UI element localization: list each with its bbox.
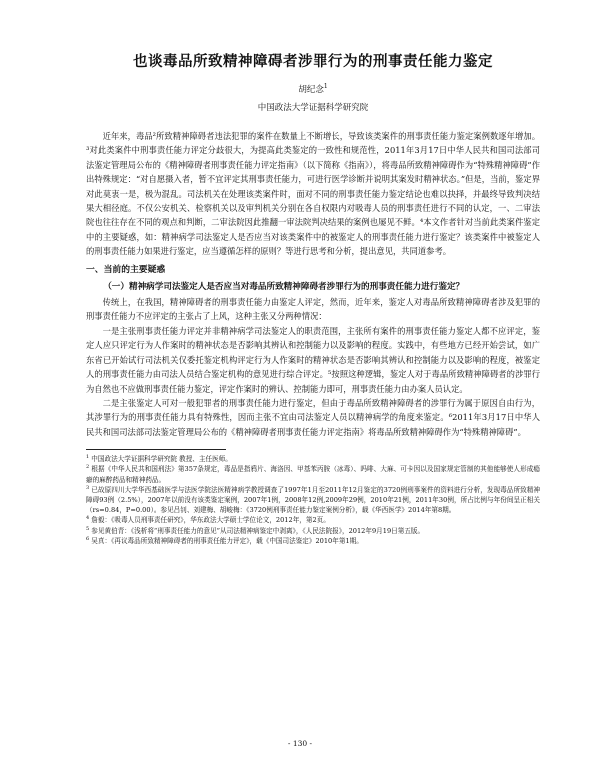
- footnote-text: 参见黄伯青：《浅析将“刑事责任能力的意见”从司法精神病鉴定中剥离》，《人民法院报》，2012年9月19日第五版。: [91, 526, 425, 535]
- footnote-text: 根据《中华人民共和国刑法》第357条规定，毒品是指鸦片、海洛因、甲基苯丙胺（冰毒）、吗啡、大麻、可卡因以及国家规定管制的其他能够使人形成瘾癖的麻醉药品和精神药品。: [86, 465, 540, 484]
- footnote: [86, 526, 540, 536]
- author-line: [86, 83, 540, 95]
- footnote-mark: 1: [86, 453, 90, 460]
- footnote-text: 吴真：《再议毒品所致精神障碍者的刑事责任能力评定》，载《中国司法鉴定》2010年第1期。: [91, 536, 363, 545]
- author-name: 胡纪念: [298, 85, 324, 95]
- paragraph-intro: 近年来，毒品²所致精神障碍者违法犯罪的案件在数量上不断增长，导致该类案件的刑事责任能力鉴定案例数逐年增加。³对此类案件中刑事责任能力评定分歧很大，为提高此类鉴定的一致性和规范性，2011年3月17日中华人民共和国司法部司法鉴定管理局公布的《精神障碍者刑事责任能力评定指南》（以下简称《指南》），将毒品所致精神障碍作为“特殊精神障碍”作出特殊规定：“对自愿摄入者，暂不宜评定其刑事责任能力，可进行医学诊断并说明其案发时精神状态。”但是，当前，鉴定界对此莫衷一是，极为混乱。司法机关在处理该类案件时，面对不同的刑事责任能力鉴定结论也难以抉择，并最终导致判决结果大相径庭。不仅公安机关、检察机关以及审判机关分别在各自权限内对吸毒人员的刑事责任进行不同的认定，一、二审法院也往往存在不同的观点和判断，二审法院因此推翻一审法院判决结果的案例也屡见不鲜。⁴本文作者针对当前此类案件鉴定中的主要疑惑，如：精神病学司法鉴定人是否应当对该类案件中的被鉴定人的刑事责任能力进行鉴定？该类案件中被鉴定人的刑事责任能力如果进行鉴定，应当遵循怎样的原则？等进行思考和分析，提出意见，共同道参考。: [86, 131, 540, 257]
- section-heading-1: 一、当前的主要疑惑: [86, 264, 166, 275]
- footnote-text: 中国政法大学证据科学研究院 教授、主任医师。: [91, 455, 232, 464]
- footnote-text: 詹毅：《吸毒人员刑事责任研究》，华东政法大学硕士学位论文，2012年，第2页。: [91, 516, 330, 525]
- footnote-mark: 3: [86, 484, 90, 491]
- paragraph-view-two: 二是主张鉴定人可对一般犯罪者的刑事责任能力进行鉴定，但由于毒品所致精神障碍者的涉罪行为属于原因自由行为，其涉罪行为的刑事责任能力具有特殊性，因而主张不宜由司法鉴定人员以精神病学的角度来鉴定。⁶2011年3月17日中华人民共和国司法部司法鉴定管理局公布的《精神障碍者刑事责任能力评定指南》将毒品所致精神障碍作为“特殊精神障碍”。: [86, 397, 540, 437]
- footnote-mark: 6: [86, 535, 90, 542]
- affiliation: 中国政法大学证据科学研究院: [257, 103, 369, 113]
- page-number: - 130 -: [287, 739, 313, 748]
- footnote: [86, 515, 540, 525]
- footnote: [86, 454, 540, 464]
- footnote-mark: 2: [86, 464, 90, 471]
- paper-title: 也谈毒品所致精神障碍者涉罪行为的刑事责任能力鉴定: [133, 53, 493, 70]
- footnote-text: 已故原四川大学华西基础医学与法医学院法医精神病学教授调查了1997年1月至2011年12月鉴定的3720例刑事案件的资料进行分析，发现毒品所致精神障碍93例（2.5%），2007年以前没有该类鉴定案例，2007年1例，2008年12例,2009年29例，2010年21例，2011年30例，所占比例与年份间呈正相关（rs=0.84，P=0.00）。参见吕钊、刘建梅、胡峻梅：《3720例刑事责任能力鉴定案例分析》，载《华西医学》2014年第8期。: [86, 485, 540, 515]
- footnote: [86, 536, 540, 546]
- paragraph-tradition: 传统上，在我国，精神障碍者的刑事责任能力由鉴定人评定，然而，近年来，鉴定人对毒品所致精神障碍者涉及犯罪的刑事责任能力不应评定的主张占了上风，这种主张又分两种情况：: [86, 297, 540, 322]
- footnote: [86, 464, 540, 484]
- footnote-mark: 5: [86, 525, 90, 532]
- subsection-heading-1: （一）精神病学司法鉴定人是否应当对毒品所致精神障碍者涉罪行为的刑事责任能力进行鉴定？: [103, 282, 465, 293]
- footnote-mark: 4: [86, 515, 90, 522]
- footnote: [86, 485, 540, 516]
- author-footnote-mark: 1: [323, 83, 328, 91]
- paragraph-view-one: 一是主张刑事责任能力评定并非精神病学司法鉴定人的职责范围，主张所有案件的刑事责任能力鉴定人都不应评定，鉴定人应只评定行为人作案时的精神状态是否影响其辨认和控制能力以及影响的程度。实践中，有些地方已经开始尝试，如广东省已开始试行司法机关仅委托鉴定机构评定行为人作案时的精神状态是否影响其辨认和控制能力以及影响的程度，被鉴定人的刑事责任能力由司法人员结合鉴定机构的意见进行综合评定。⁵按照这种逻辑，鉴定人对于毒品所致精神障碍者的涉罪行为自然也不应做刑事责任能力鉴定，评定作案时的辨认、控制能力即可，刑事责任能力由办案人员认定。: [86, 325, 540, 394]
- footnote-divider: [86, 449, 226, 450]
